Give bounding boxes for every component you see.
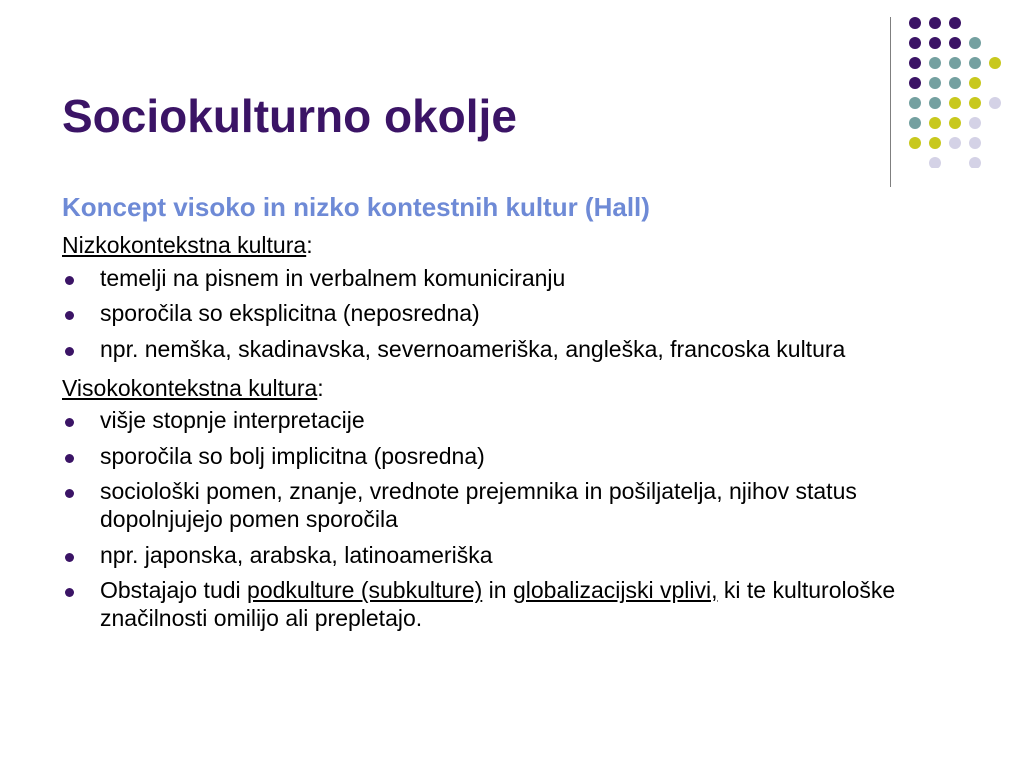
dot [969,57,981,69]
dot [949,57,961,69]
list-item [62,300,962,328]
dot [949,77,961,89]
list-item [62,577,962,632]
bullet-text-part: Obstajajo tudi [100,577,248,604]
title-divider-line [890,17,891,187]
high-context-colon: : [317,374,324,401]
dot [909,57,921,69]
bullet-text-part: ki te kulturološke značilnosti omilijo ali prepletajo. [100,577,896,631]
dot [969,97,981,109]
high-context-bullet-list [62,407,962,632]
bullet-text: sporočila so eksplicitna (neposredna) [100,300,480,327]
bullet-text: temelji na pisnem in verbalnem komuniciranju [100,264,566,291]
decorative-dot-grid [905,13,1015,168]
bullet-text: višje stopnje interpretacije [100,407,365,434]
bullet-dot-icon [65,489,74,498]
low-context-bullet-list [62,265,962,364]
dot [929,77,941,89]
dot [969,137,981,149]
bullet-text: sociološki pomen, znanje, vrednote prejemnika in pošiljatelja, njihov status dopolnjujejo pomen sporočila [100,478,857,532]
list-item [62,336,962,364]
dot [909,77,921,89]
bullet-dot-icon [65,276,74,285]
list-item [62,478,962,533]
dot [989,97,1001,109]
dot [929,17,941,29]
dot [949,37,961,49]
dot [929,117,941,129]
dot [949,117,961,129]
bullet-text: npr. japonska, arabska, latinoameriška [100,541,493,568]
low-context-heading [62,229,962,265]
bullet-dot-icon [65,454,74,463]
dot [969,157,981,168]
dot [929,37,941,49]
dot [989,57,1001,69]
low-context-colon: : [306,232,313,259]
dot-grid-graphic [905,13,1015,168]
dot [929,137,941,149]
slide-subtitle: Koncept visoko in nizko kontestnih kultur (Hall) [62,192,650,222]
bullet-text-part: in [482,577,513,604]
bullet-dot-icon [65,311,74,320]
bullet-dot-icon [65,553,74,562]
list-item [62,265,962,293]
slide-title: Sociokulturno okolje [62,90,517,142]
dot [969,37,981,49]
bullet-text: sporočila so bolj implicitna (posredna) [100,442,485,469]
bullet-text: npr. nemška, skadinavska, severnoameriška, angleška, francoska kultura [100,335,846,362]
dot [929,57,941,69]
dot [909,17,921,29]
dot [909,117,921,129]
list-item [62,443,962,471]
high-context-label: Visokokontekstna kultura [62,374,318,401]
slide-content [62,192,962,640]
globalization-link[interactable]: globalizacijski vplivi, [512,577,718,604]
bullet-dot-icon [65,347,74,356]
bullet-dot-icon [65,418,74,427]
list-item [62,542,962,570]
dot [969,117,981,129]
dot [909,37,921,49]
dot [909,137,921,149]
dot [909,97,921,109]
dot [929,97,941,109]
dot [949,97,961,109]
list-item [62,407,962,435]
dot [969,77,981,89]
high-context-heading [62,372,962,408]
low-context-label: Nizkokontekstna kultura [62,232,307,259]
dot [949,137,961,149]
dot [949,17,961,29]
subculture-link[interactable]: podkulture (subkulture) [247,577,483,604]
dot [929,157,941,168]
bullet-dot-icon [65,588,74,597]
